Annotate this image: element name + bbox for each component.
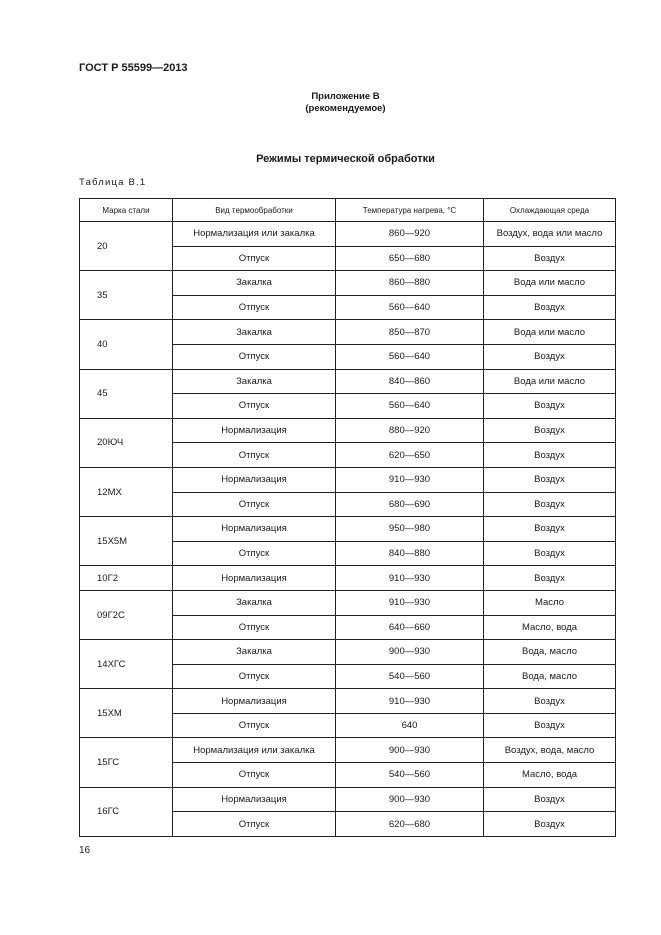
cell-cooling-medium: Воздух, вода, масло — [484, 738, 616, 763]
cell-temperature: 900—930 — [336, 738, 484, 763]
cell-temperature: 840—880 — [336, 541, 484, 566]
cell-treatment: Закалка — [173, 320, 336, 345]
cell-steel-grade: 15ГС — [80, 738, 173, 787]
table-row — [80, 787, 616, 812]
cell-treatment: Отпуск — [173, 492, 336, 517]
cell-temperature: 950—980 — [336, 517, 484, 542]
cell-treatment: Нормализация — [173, 467, 336, 492]
cell-treatment: Отпуск — [173, 615, 336, 640]
cell-cooling-medium: Вода или масло — [484, 369, 616, 394]
cell-steel-grade: 14ХГС — [80, 640, 173, 689]
cell-steel-grade: 45 — [80, 369, 173, 418]
table-row — [80, 222, 616, 247]
cell-temperature: 640—660 — [336, 615, 484, 640]
cell-temperature: 560—640 — [336, 344, 484, 369]
table-body — [80, 222, 616, 837]
appendix-title: Приложение В — [311, 91, 380, 102]
cell-treatment: Отпуск — [173, 763, 336, 788]
cell-cooling-medium: Масло — [484, 590, 616, 615]
cell-cooling-medium: Масло, вода — [484, 615, 616, 640]
cell-treatment: Закалка — [173, 590, 336, 615]
cell-temperature: 860—920 — [336, 222, 484, 247]
cell-cooling-medium: Воздух — [484, 246, 616, 271]
cell-temperature: 910—930 — [336, 566, 484, 591]
cell-temperature: 680—690 — [336, 492, 484, 517]
cell-cooling-medium: Воздух — [484, 787, 616, 812]
cell-steel-grade: 12МХ — [80, 467, 173, 516]
cell-treatment: Закалка — [173, 369, 336, 394]
cell-cooling-medium: Воздух — [484, 689, 616, 714]
cell-temperature: 840—860 — [336, 369, 484, 394]
table-label: Таблица В.1 — [79, 177, 147, 188]
column-header-grade: Марка стали — [80, 199, 173, 222]
cell-temperature: 540—560 — [336, 664, 484, 689]
cell-cooling-medium: Воздух — [484, 467, 616, 492]
cell-steel-grade: 35 — [80, 271, 173, 320]
cell-temperature: 620—680 — [336, 812, 484, 837]
cell-cooling-medium: Вода или масло — [484, 271, 616, 296]
cell-temperature: 850—870 — [336, 320, 484, 345]
cell-temperature: 880—920 — [336, 418, 484, 443]
cell-steel-grade: 10Г2 — [80, 566, 173, 591]
cell-treatment: Нормализация — [173, 787, 336, 812]
table-row — [80, 418, 616, 443]
column-header-treatment: Вид термообработки — [173, 199, 336, 222]
table-row — [80, 467, 616, 492]
document-code: ГОСТ Р 55599—2013 — [79, 62, 188, 74]
cell-steel-grade: 09Г2С — [80, 590, 173, 639]
table-row — [80, 271, 616, 296]
cell-cooling-medium: Воздух — [484, 541, 616, 566]
cell-temperature: 900—930 — [336, 787, 484, 812]
cell-steel-grade: 15Х5М — [80, 517, 173, 566]
cell-steel-grade: 20ЮЧ — [80, 418, 173, 467]
page-number: 16 — [79, 845, 91, 856]
cell-temperature: 640 — [336, 713, 484, 738]
cell-treatment: Нормализация — [173, 689, 336, 714]
table-row — [80, 517, 616, 542]
cell-treatment: Нормализация — [173, 418, 336, 443]
cell-cooling-medium: Воздух — [484, 812, 616, 837]
cell-treatment: Нормализация — [173, 566, 336, 591]
cell-cooling-medium: Воздух — [484, 517, 616, 542]
cell-treatment: Отпуск — [173, 443, 336, 468]
appendix-heading — [0, 91, 661, 115]
column-header-cooling-medium: Охлаждающая среда — [484, 199, 616, 222]
cell-treatment: Нормализация или закалка — [173, 738, 336, 763]
cell-treatment: Закалка — [173, 640, 336, 665]
table-row — [80, 369, 616, 394]
cell-cooling-medium: Воздух, вода или масло — [484, 222, 616, 247]
cell-temperature: 650—680 — [336, 246, 484, 271]
cell-temperature: 560—640 — [336, 394, 484, 419]
cell-steel-grade: 16ГС — [80, 787, 173, 836]
cell-cooling-medium: Воздух — [484, 443, 616, 468]
cell-temperature: 900—930 — [336, 640, 484, 665]
cell-treatment: Отпуск — [173, 295, 336, 320]
table-header-row — [80, 199, 616, 222]
cell-temperature: 910—930 — [336, 590, 484, 615]
table-row — [80, 640, 616, 665]
cell-treatment: Отпуск — [173, 344, 336, 369]
cell-cooling-medium: Вода или масло — [484, 320, 616, 345]
cell-cooling-medium: Воздух — [484, 418, 616, 443]
cell-temperature: 910—930 — [336, 689, 484, 714]
table-row — [80, 590, 616, 615]
cell-steel-grade: 15ХМ — [80, 689, 173, 738]
cell-treatment: Отпуск — [173, 664, 336, 689]
cell-temperature: 540—560 — [336, 763, 484, 788]
cell-treatment: Отпуск — [173, 246, 336, 271]
cell-cooling-medium: Вода, масло — [484, 664, 616, 689]
cell-temperature: 860—880 — [336, 271, 484, 296]
cell-cooling-medium: Воздух — [484, 566, 616, 591]
cell-temperature: 910—930 — [336, 467, 484, 492]
cell-cooling-medium: Масло, вода — [484, 763, 616, 788]
table-row — [80, 566, 616, 591]
appendix-subtitle: (рекомендуемое) — [305, 103, 386, 114]
table-row — [80, 320, 616, 345]
table-row — [80, 689, 616, 714]
cell-cooling-medium: Воздух — [484, 492, 616, 517]
section-title: Режимы термической обработки — [256, 153, 435, 165]
cell-cooling-medium: Воздух — [484, 295, 616, 320]
cell-steel-grade: 40 — [80, 320, 173, 369]
cell-treatment: Отпуск — [173, 812, 336, 837]
cell-treatment: Нормализация или закалка — [173, 222, 336, 247]
cell-treatment: Закалка — [173, 271, 336, 296]
cell-cooling-medium: Воздух — [484, 713, 616, 738]
cell-cooling-medium: Воздух — [484, 344, 616, 369]
heat-treatment-table — [79, 198, 616, 837]
cell-cooling-medium: Вода, масло — [484, 640, 616, 665]
table-row — [80, 738, 616, 763]
cell-treatment: Нормализация — [173, 517, 336, 542]
cell-steel-grade: 20 — [80, 222, 173, 271]
cell-temperature: 560—640 — [336, 295, 484, 320]
cell-treatment: Отпуск — [173, 394, 336, 419]
cell-temperature: 620—650 — [336, 443, 484, 468]
column-header-temperature: Температура нагрева, °С — [336, 199, 484, 222]
cell-cooling-medium: Воздух — [484, 394, 616, 419]
cell-treatment: Отпуск — [173, 541, 336, 566]
cell-treatment: Отпуск — [173, 713, 336, 738]
